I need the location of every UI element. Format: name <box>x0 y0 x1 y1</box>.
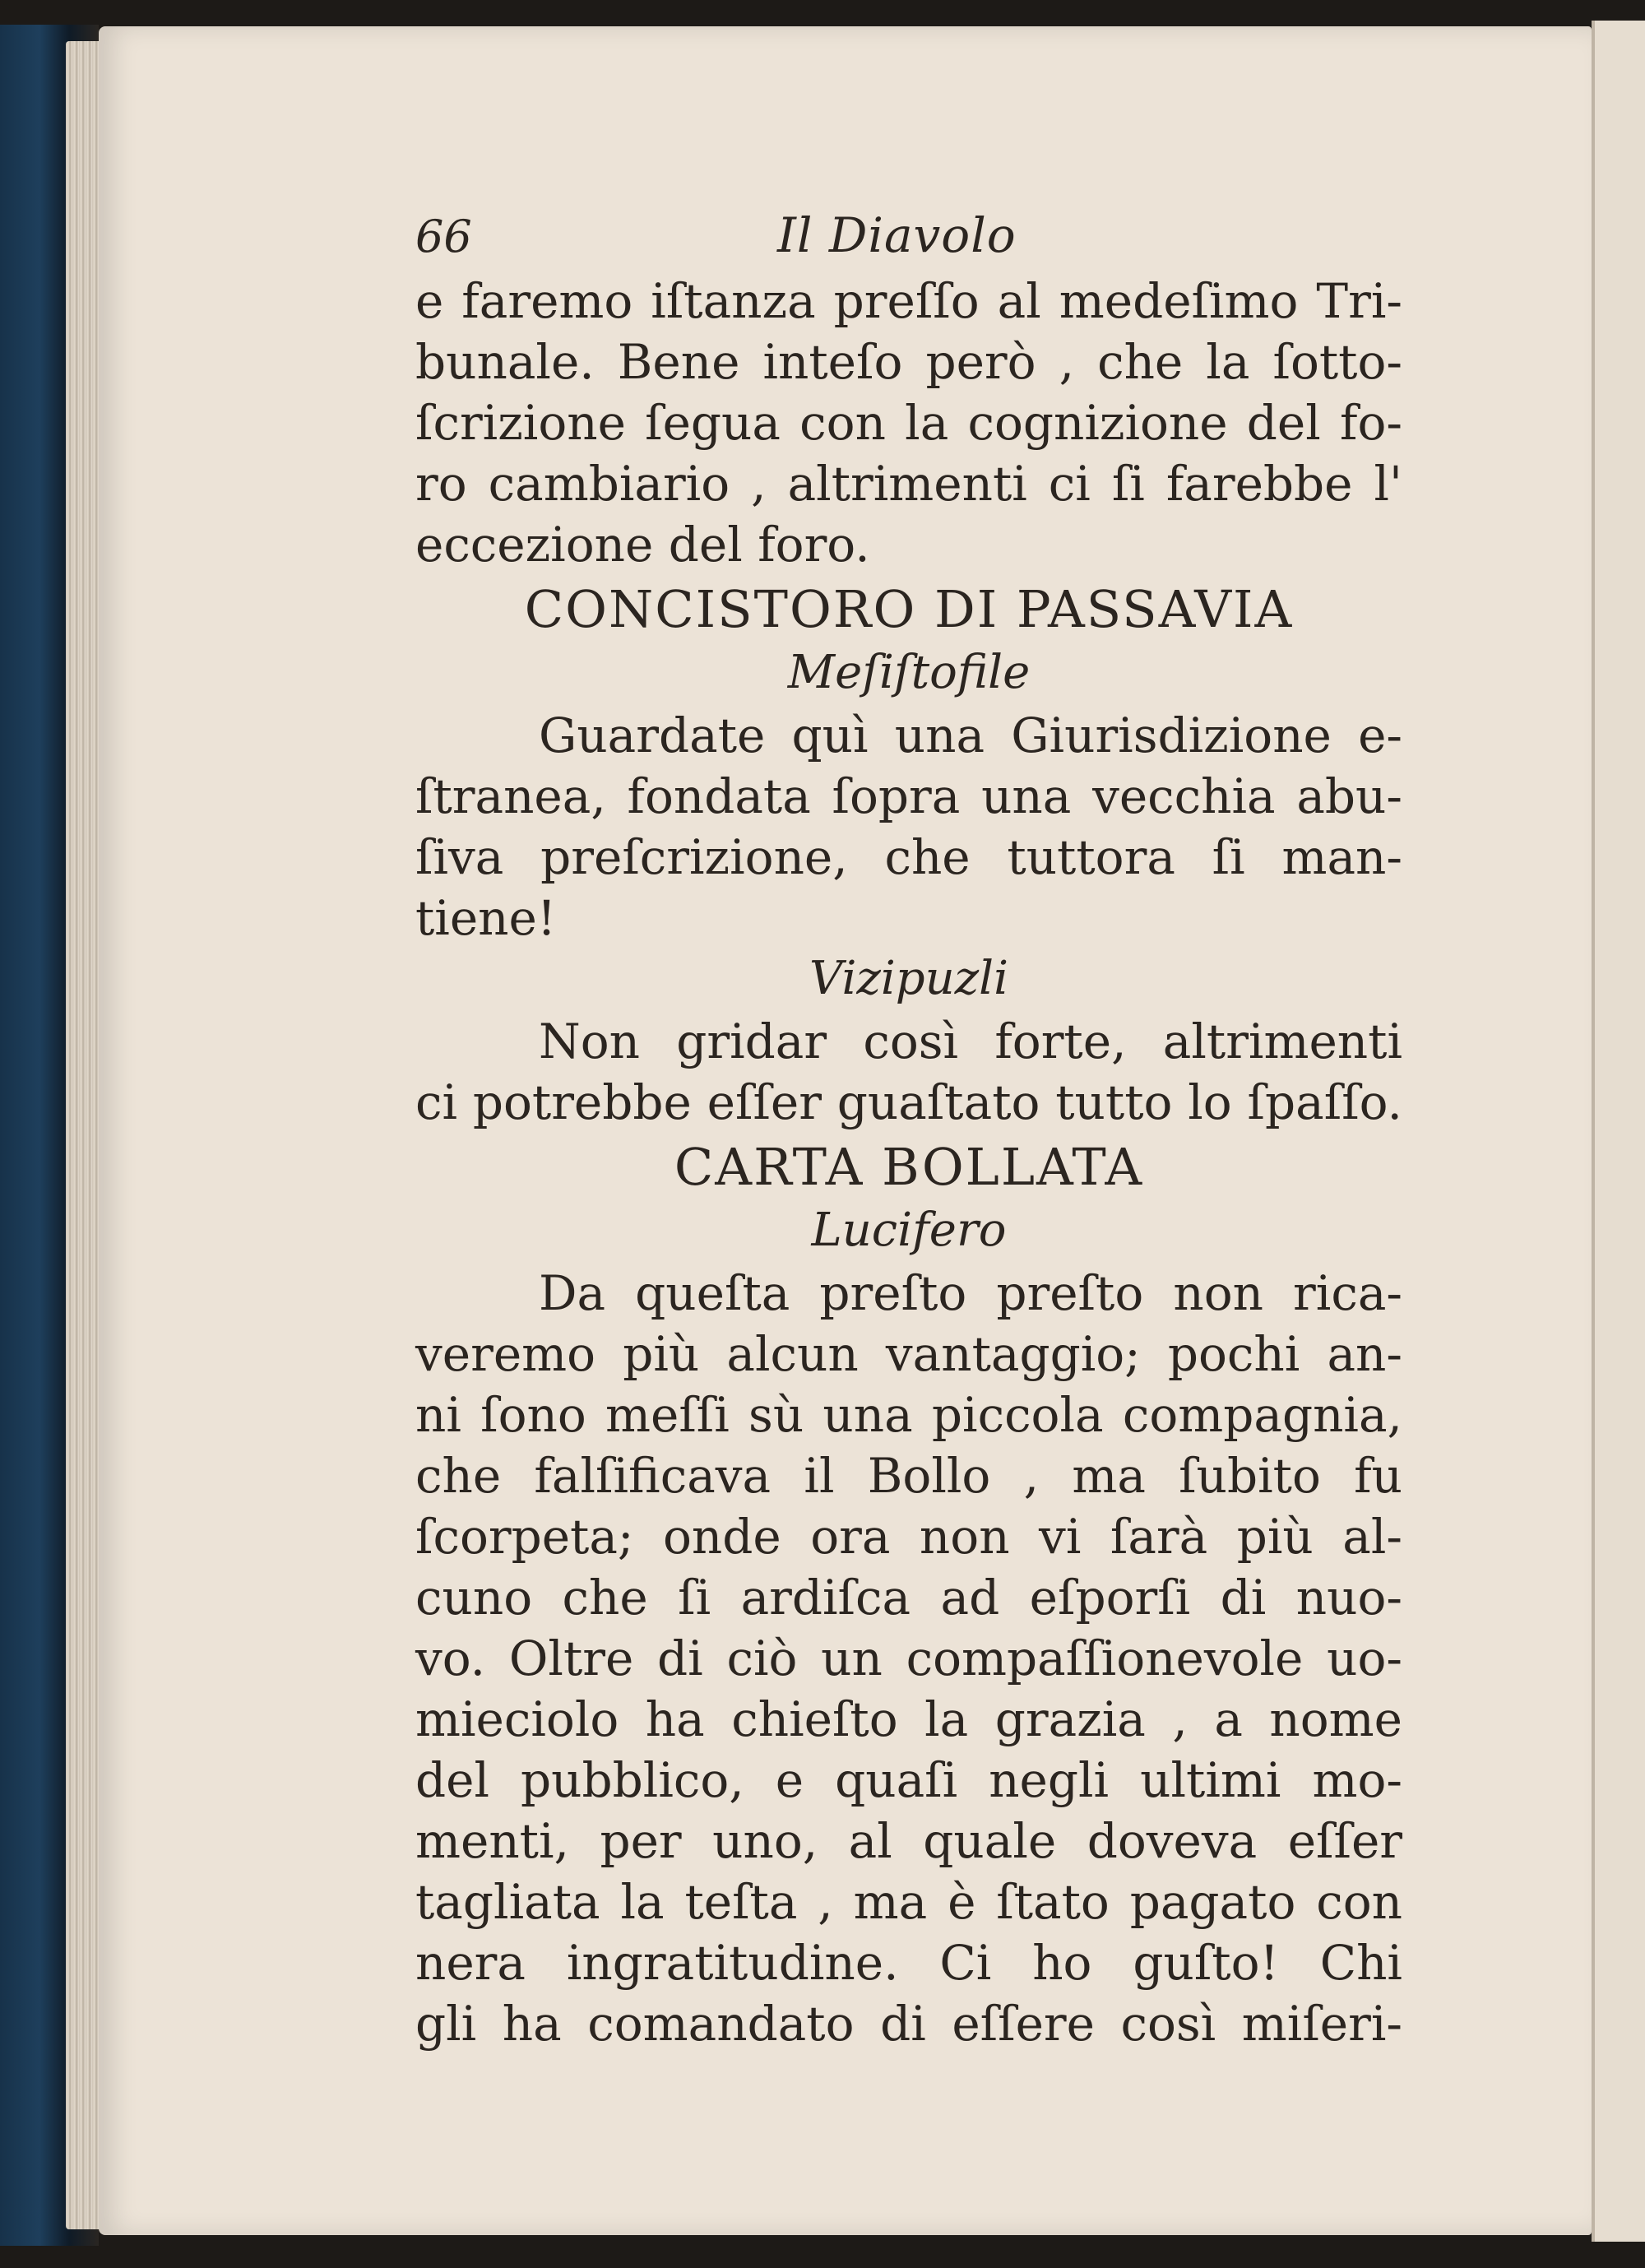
speaker-name: Lucifero <box>811 1204 1007 1257</box>
speaker-name: Vizipuzli <box>809 952 1009 1005</box>
text-line: Da queſta preſto preſto non rica- <box>539 1265 1402 1321</box>
text-line: mieciolo ha chieſto la grazia , a nome <box>415 1691 1402 1747</box>
text-line: che falſificava il Bollo , ma ſubito fu <box>415 1448 1402 1504</box>
text-line: ſcrizione ſegua con la cognizione del fo- <box>415 395 1402 451</box>
text-line: nera ingratitudine. Ci ho guſto! Chi <box>415 1935 1402 1991</box>
section-heading: CONCISTORO DI PASSAVIA <box>524 579 1294 639</box>
text-line: ſtranea, fondata ſopra una vecchia abu- <box>415 768 1402 824</box>
page-header <box>415 206 1402 271</box>
text-line: Non gridar così forte, altrimenti <box>539 1013 1402 1069</box>
text-line: tagliata la teſta , ma è ſtato pagato con <box>415 1874 1402 1930</box>
facing-page-edge <box>1592 21 1645 2242</box>
running-title: Il Diavolo <box>777 207 1017 263</box>
text-line: del pubblico, e quaſi negli ultimi mo- <box>415 1752 1402 1808</box>
text-line: ſiva preſcrizione, che tuttora ſi man- <box>415 829 1402 885</box>
page-text <box>415 206 1402 2055</box>
text-line: gli ha comandato di eſſere così miſeri- <box>415 1996 1402 2052</box>
text-line: e faremo iſtanza preſſo al medeſimo Tri- <box>415 273 1402 329</box>
text-line: ni ſono meſſi sù una piccola compagnia, <box>415 1387 1402 1443</box>
page-number: 66 <box>415 211 472 262</box>
text-line: bunale. Bene inteſo però , che la ſotto- <box>415 334 1402 390</box>
text-line: Guardate quì una Giurisdizione e- <box>539 707 1402 763</box>
text-line: menti, per uno, al quale doveva eſſer <box>415 1813 1402 1869</box>
text-line: vo. Oltre di ciò un compaſſionevole uo- <box>415 1630 1402 1686</box>
text-line: ci potrebbe eſſer guaſtato tutto lo ſpaſſo. <box>415 1074 1402 1130</box>
section-heading: CARTA BOLLATA <box>674 1137 1144 1197</box>
text-line: tiene! <box>415 890 557 946</box>
text-line: cuno che ſi ardiſca ad eſporſi di nuo- <box>415 1570 1402 1626</box>
text-line: ro cambiario , altrimenti ci ſi farebbe l' <box>415 456 1402 512</box>
speaker-name: Meſiſtofile <box>787 646 1031 699</box>
text-line: ſcorpeta; onde ora non vi ſarà più al- <box>415 1509 1402 1565</box>
text-line: veremo più alcun vantaggio; pochi an- <box>415 1326 1402 1382</box>
text-line: eccezione del foro. <box>415 517 870 573</box>
